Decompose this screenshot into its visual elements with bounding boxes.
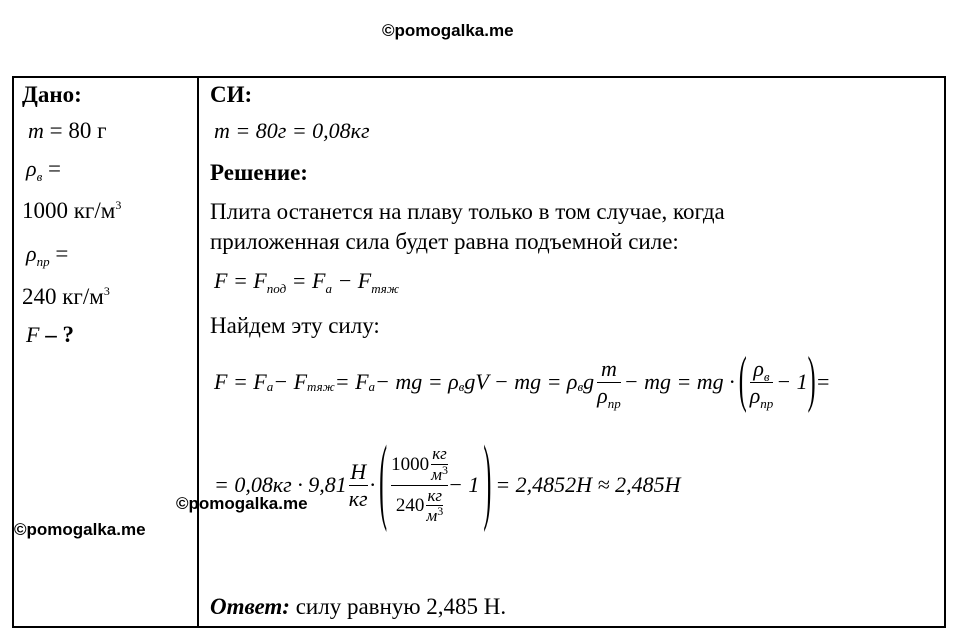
given-find: F – ? [26,322,74,347]
watermark-left: ©pomogalka.me [14,520,146,539]
given-rho-water: $\rho_в$ = [26,156,61,184]
fraction-m-over-rho: $\frac{m}{\rho_{пр}}$ [597,356,621,411]
answer-line [210,594,506,620]
fraction-newton-per-kg: $\frac{Н}{кг}$ [348,459,368,511]
answer-label: Ответ: [210,594,290,619]
formula-calculation: = 0,08кг · 9,81 $\frac{Н}{кг}$ · ( 1000 $\frac{кг}{м^3}$ 240 $\frac{кг}{м^3}$ − 1 ) = 2,4852Н ≈ 2,485Н [214,431,681,535]
given-rho-water-value: 1000 $кг/м^3$ [22,198,122,223]
fraction-rho-ratio: $\frac{\rho_в}{\rho_{пр}}$ [749,356,774,411]
column-divider [197,76,199,628]
find-force-text: Найдем эту силу: [210,313,380,338]
solution-heading: Решение: [210,160,308,185]
given-heading: Дано: [22,82,82,107]
formula-derivation: F = F а − F тяж = F а − mg = ρ в gV − mg = ρ в g $\frac{m}{\rho_{пр}}$ − mg = mg · ( $\frac{\rho_в}{\rho_{пр}}$ − 1 ) = [214,346,831,415]
si-heading: СИ: [210,82,253,107]
given-mass: m = 80 г [28,118,107,143]
fraction-density-ratio: 1000 $\frac{кг}{м^3}$ 240 $\frac{кг}{м^3}$ [391,444,448,526]
given-rho-plate-value: 240 $кг/м^3$ [22,284,110,309]
solution-text-2: приложенная сила будет равна подъемной силе: [210,229,679,254]
given-rho-plate: $\rho_{пр}$ = [26,241,69,269]
watermark-middle: ©pomogalka.me [176,494,308,513]
si-conversion: m = 80г = 0,08кг [214,118,370,143]
solution-text-1: Плита останется на плаву только в том случае, когда [210,199,725,224]
watermark-top: ©pomogalka.me [382,21,514,40]
answer-text: силу равную 2,485 Н. [289,594,507,619]
formula-force-balance: $F = F_{под} = F_а - F_{тяж}$ [214,268,399,296]
